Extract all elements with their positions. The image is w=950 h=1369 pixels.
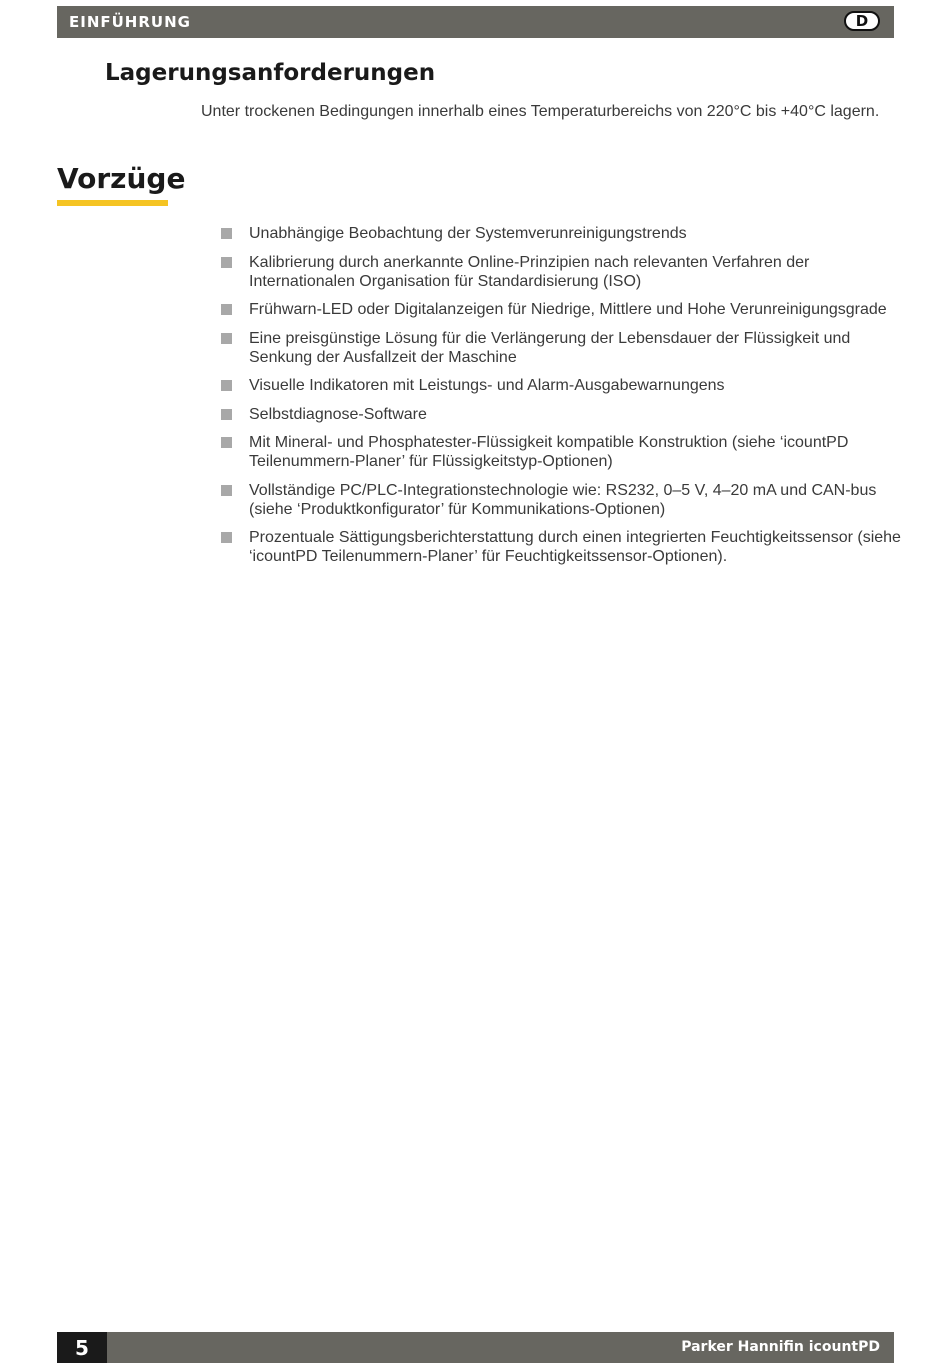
list-item-text: Mit Mineral- und Phosphatester-Flüssigkeit kompatible Konstruktion (siehe ‘icountPD Teilenummern-Planer’ für Flüssigkeitstyp-Optionen) [249,434,849,470]
page-number-box [57,1332,107,1363]
square-bullet-icon [221,228,232,239]
footer-bar [57,1332,894,1363]
header-bar [57,6,894,38]
list-item [221,300,901,319]
square-bullet-icon [221,333,232,344]
list-item-text: Eine preisgünstige Lösung für die Verlängerung der Lebensdauer der Flüssigkeit und Senkung der Ausfallzeit der Maschine [249,329,851,366]
list-item [221,329,901,367]
list-item-text: Kalibrierung durch anerkannte Online-Prinzipien nach relevanten Verfahren der Internationalen Organisation für Standardisierung (ISO) [249,253,810,290]
square-bullet-icon [221,257,232,268]
benefits-heading: Vorzüge [57,162,186,195]
storage-text: Unter trockenen Bedingungen innerhalb eines Temperaturbereichs von 220°C bis +40°C lagern. [201,103,880,120]
square-bullet-icon [221,409,232,420]
list-item [221,433,901,471]
square-bullet-icon [221,304,232,315]
storage-heading: Lagerungsanforderungen [105,60,436,86]
list-item-text: Prozentuale Sättigungsberichterstattung durch einen integrierten Feuchtigkeitssensor (siehe ‘icountPD Teilenummern-Planer’ für Feuchtigkeitssensor-Optionen). [249,529,901,565]
list-item-text: Visuelle Indikatoren mit Leistungs- und Alarm-Ausgabewarnungens [249,377,725,394]
list-item [221,253,901,291]
list-item-text: Vollständige PC/PLC-Integrationstechnologie wie: RS232, 0–5 V, 4–20 mA und CAN-bus (siehe ‘Produktkonfigurator’ für Kommunikations-Optionen) [249,481,877,518]
list-item [221,376,901,395]
list-item [221,481,901,519]
square-bullet-icon [221,532,232,543]
list-item-text: Frühwarn-LED oder Digitalanzeigen für Niedrige, Mittlere und Hohe Verunreinigungsgrade [249,301,887,318]
benefits-list [221,224,901,576]
footer-brand: Parker Hannifin icountPD [681,1339,880,1355]
square-bullet-icon [221,437,232,448]
section-title: EINFÜHRUNG [69,13,191,31]
language-badge: D [844,11,880,31]
page-number: 5 [75,1336,89,1360]
list-item [221,405,901,424]
list-item-text: Selbstdiagnose-Software [249,405,427,423]
list-item-text: Unabhängige Beobachtung der Systemverunreinigungstrends [249,225,687,242]
square-bullet-icon [221,485,232,496]
square-bullet-icon [221,380,232,391]
list-item [221,528,901,566]
heading-underline [57,200,168,206]
list-item [221,224,901,243]
